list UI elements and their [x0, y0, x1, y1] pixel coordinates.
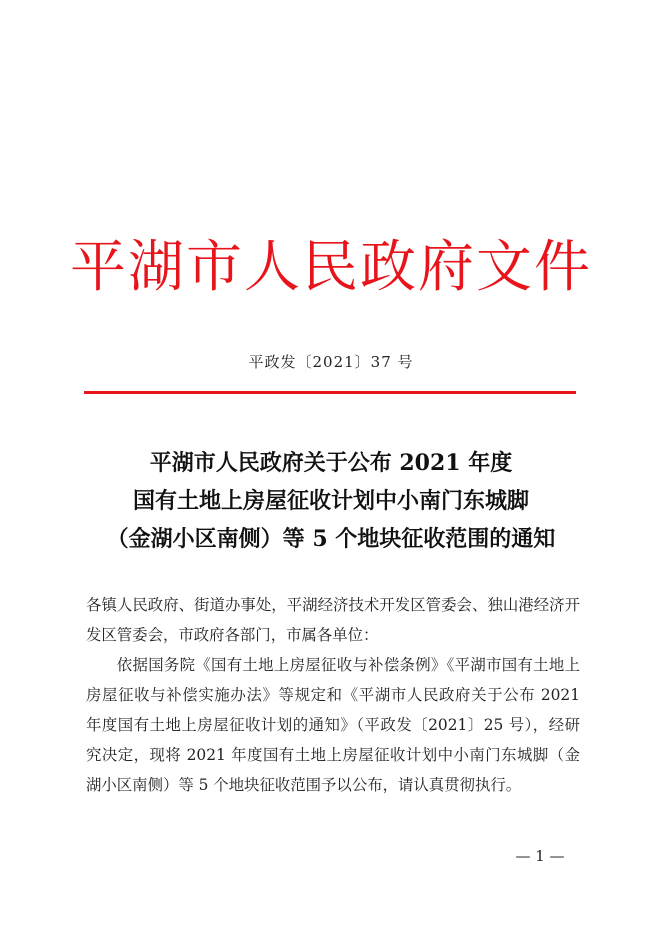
document-title-line-1: 平湖市人民政府关于公布 2021 年度 [149, 450, 513, 476]
page-number: — 1 — [515, 847, 565, 865]
document-title [60, 444, 602, 558]
addressee-paragraph: 各镇人民政府、街道办事处，平湖经济技术开发区管委会、独山港经济开发区管委会，市政府各部门，市属各单位： [86, 596, 580, 644]
document-body [86, 590, 580, 800]
red-divider-line [84, 391, 576, 394]
document-header-title: 平湖市人民政府文件 [70, 235, 592, 300]
document-title-line-2: 国有土地上房屋征收计划中小南门东城脚 [132, 488, 529, 514]
document-title-line-3: （金湖小区南侧）等 5 个地块征收范围的通知 [106, 526, 556, 552]
body-paragraph: 依据国务院《国有土地上房屋征收与补偿条例》《平湖市国有土地上房屋征收与补偿实施办法》等规定和《平湖市人民政府关于公布 2021 年度国有土地上房屋征收计划的通知》（平政发〔2021〕25 号），经研究决定，现将 2021 年度国有土地上房屋征收计划中小南门东城脚（金湖小区南侧）等 5 个地块征收范围予以公布，请认真贯彻执行。 [86, 656, 580, 794]
document-number: 平政发〔2021〕37 号 [248, 353, 414, 371]
